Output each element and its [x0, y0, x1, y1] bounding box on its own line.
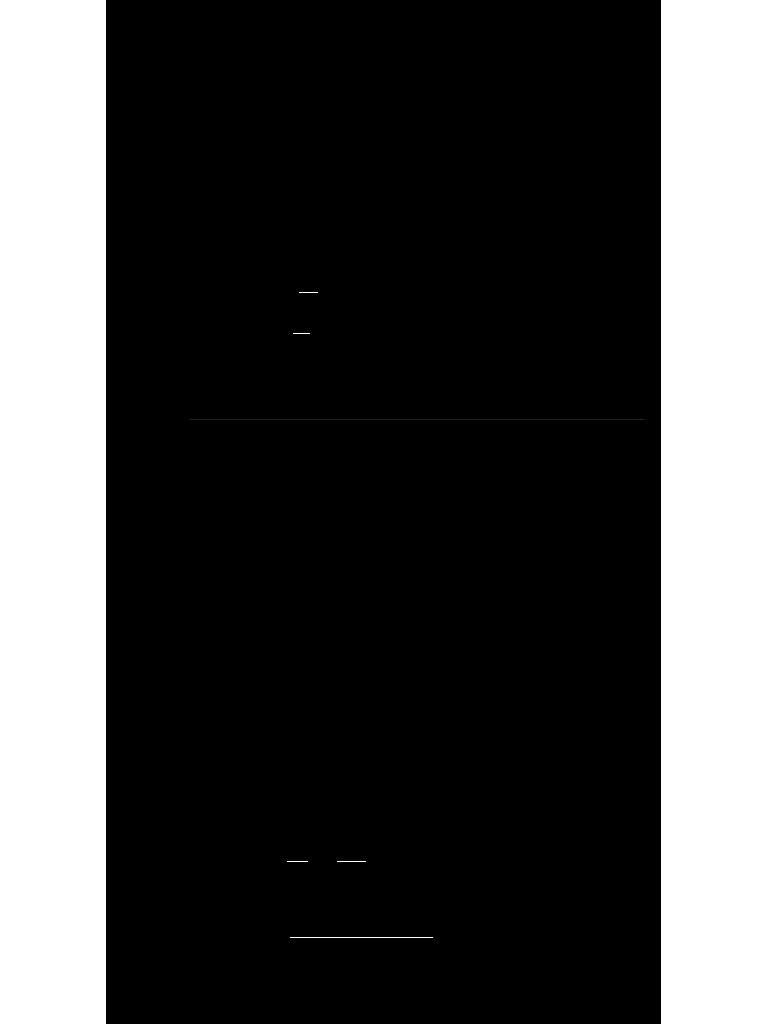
bullet: • — [207, 904, 214, 925]
formula-instantaneous-current: $i = I_m$ sin(ωt + ϕ) — [236, 194, 393, 223]
bullet: • — [207, 546, 214, 567]
bullet: • — [207, 160, 214, 181]
bullet: • — [207, 819, 214, 840]
section-divider — [190, 419, 645, 420]
item-resistor-ac: Resistor in AC Circuit: — [236, 545, 426, 567]
bullet: • — [254, 598, 261, 619]
formula-capacitive-reactance: $X_C$ = $\frac{1}{\omega C}$ = $\frac{1}{\text{2πfC}}$ — [236, 845, 365, 877]
section-2-heading: 2. Reactance and Impedance — [190, 489, 533, 519]
formula-ohms-law: V = IR — [282, 680, 342, 705]
subitem-in-phase: Voltage and current are in phase. — [282, 597, 570, 619]
item-instantaneous-voltage: Instantaneous Voltage: — [236, 74, 435, 96]
item-peak-rms: Peak and RMS values: — [236, 244, 435, 266]
bullet: • — [207, 733, 214, 754]
subitem-ohms-law: Ohm’s Law: — [282, 646, 385, 668]
formula-v-rms: $V_{rms}$ = $\frac{V_m}{√2}$ — [236, 276, 316, 308]
formula-inductive-reactance: $X_L = \omega L = 2\pi fL$ — [236, 766, 379, 795]
bullet: • — [207, 245, 214, 266]
formula-instantaneous-voltage: $v = V_m$ sin(ωt) — [236, 108, 367, 137]
item-instantaneous-current: Instantaneous Current: — [236, 159, 435, 181]
item-capacitive-reactance: Capacitive Reactance (XC): — [236, 818, 477, 840]
item-impedance: Impedance (Z) in Series RLC Circuit: — [236, 903, 555, 925]
formula-i-rms: $I_{rms}$ = $\frac{I_m}{√2}$ — [236, 317, 309, 349]
bullet: • — [207, 75, 214, 96]
formula-impedance: $Z = √R^2 + (X_L - X_C)^2$ — [236, 936, 431, 969]
item-inductive-reactance: Inductive Reactance (XL): — [236, 732, 461, 754]
section-1-heading: 1. AC Voltage and Current — [190, 19, 497, 49]
bullet: • — [254, 647, 261, 668]
